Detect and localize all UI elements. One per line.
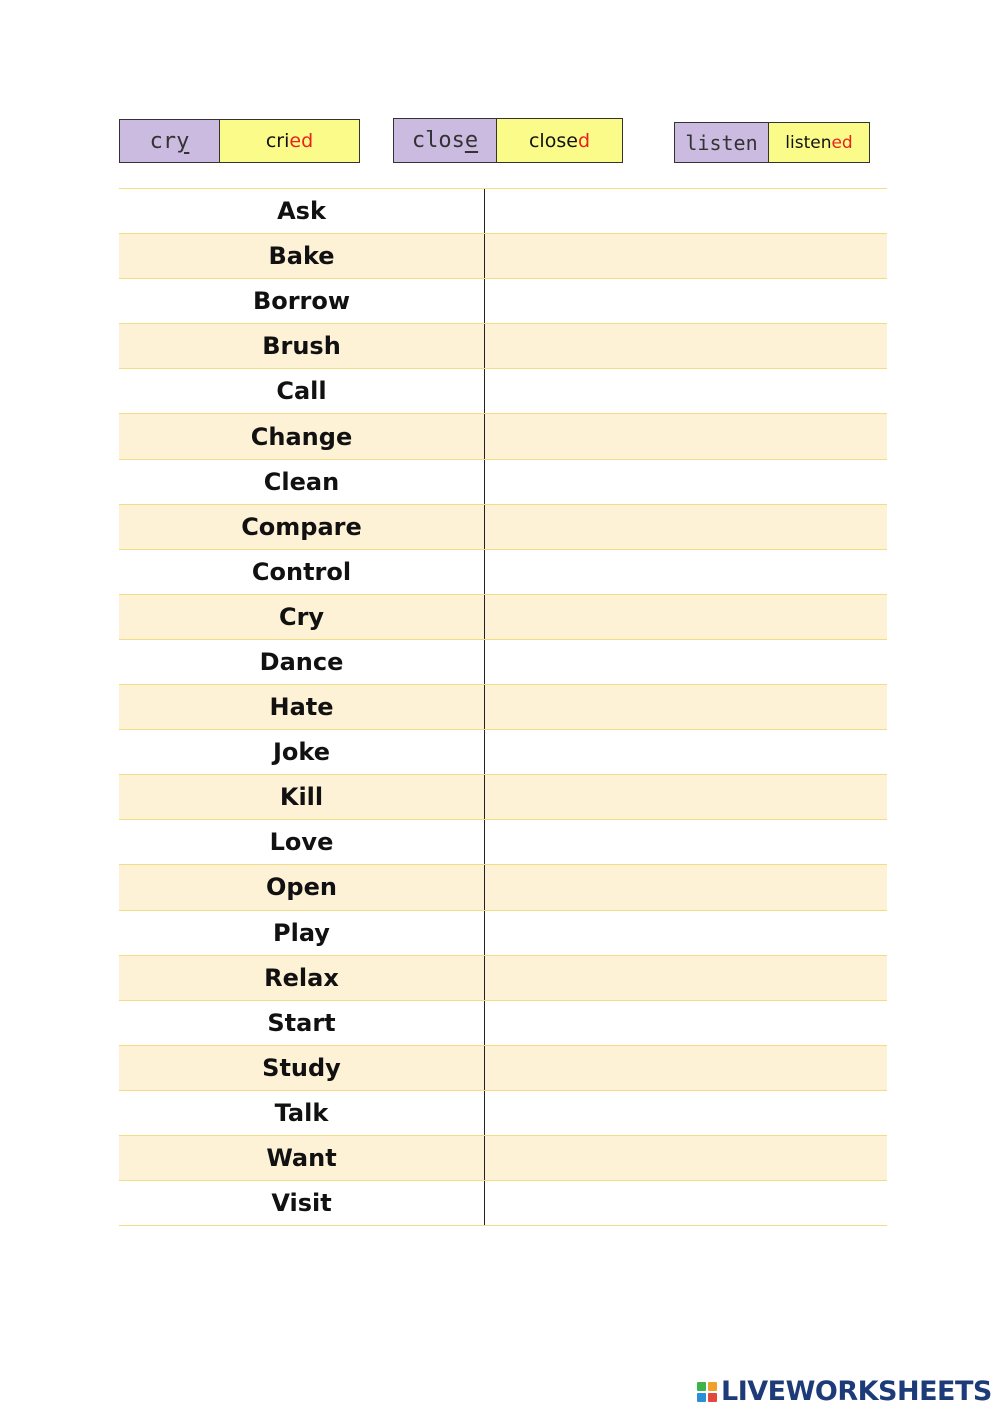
verb-cell: Love — [119, 820, 485, 864]
example-card-cry — [119, 119, 360, 163]
answer-cell[interactable] — [485, 505, 887, 549]
table-row — [119, 640, 887, 685]
table-row — [119, 1046, 887, 1091]
answer-cell[interactable] — [485, 956, 887, 1000]
verb-cell: Open — [119, 865, 485, 909]
answer-cell[interactable] — [485, 820, 887, 864]
past-suffix: d — [577, 129, 590, 152]
table-row — [119, 189, 887, 234]
logo-text: LIVEWORKSHEETS — [721, 1376, 992, 1407]
verb-cell: Relax — [119, 956, 485, 1000]
verb-cell: Control — [119, 550, 485, 594]
past-suffix: ed — [289, 130, 314, 152]
example-base-word — [394, 119, 497, 162]
verb-cell: Change — [119, 414, 485, 458]
example-past-word — [220, 120, 359, 162]
verb-cell: Talk — [119, 1091, 485, 1135]
table-row — [119, 369, 887, 414]
table-row — [119, 505, 887, 550]
table-row — [119, 911, 887, 956]
answer-cell[interactable] — [485, 1091, 887, 1135]
table-row — [119, 730, 887, 775]
example-card-listen — [674, 122, 870, 163]
verb-cell: Hate — [119, 685, 485, 729]
table-row — [119, 1001, 887, 1046]
base-changed-letter: y — [176, 128, 190, 154]
verb-cell: Compare — [119, 505, 485, 549]
verb-cell: Study — [119, 1046, 485, 1090]
past-stem: listen — [785, 132, 832, 153]
table-row — [119, 595, 887, 640]
answer-cell[interactable] — [485, 775, 887, 819]
example-base-word — [675, 123, 769, 162]
example-base-word — [120, 120, 220, 162]
verb-cell: Ask — [119, 189, 485, 233]
answer-cell[interactable] — [485, 685, 887, 729]
table-row — [119, 460, 887, 505]
past-suffix: ed — [831, 132, 853, 153]
table-row — [119, 1136, 887, 1181]
table-row — [119, 550, 887, 595]
answer-cell[interactable] — [485, 279, 887, 323]
verb-cell: Kill — [119, 775, 485, 819]
answer-cell[interactable] — [485, 460, 887, 504]
answer-cell[interactable] — [485, 369, 887, 413]
table-row — [119, 414, 887, 459]
verb-cell: Bake — [119, 234, 485, 278]
table-row — [119, 685, 887, 730]
verb-cell: Brush — [119, 324, 485, 368]
table-row — [119, 234, 887, 279]
base-text: cr — [149, 128, 177, 154]
table-row — [119, 279, 887, 324]
verb-cell: Cry — [119, 595, 485, 639]
answer-cell[interactable] — [485, 1181, 887, 1225]
answer-cell[interactable] — [485, 234, 887, 278]
table-row — [119, 775, 887, 820]
base-text: clos — [411, 128, 465, 153]
answer-cell[interactable] — [485, 640, 887, 684]
answer-cell[interactable] — [485, 865, 887, 909]
table-row — [119, 865, 887, 910]
verb-cell: Play — [119, 911, 485, 955]
answer-cell[interactable] — [485, 414, 887, 458]
liveworksheets-logo — [697, 1376, 992, 1407]
past-stem: cri — [265, 130, 290, 152]
verb-cell: Call — [119, 369, 485, 413]
verb-cell: Visit — [119, 1181, 485, 1225]
table-row — [119, 1091, 887, 1136]
past-stem: close — [528, 129, 578, 152]
table-row — [119, 1181, 887, 1226]
answer-cell[interactable] — [485, 324, 887, 368]
verb-cell: Want — [119, 1136, 485, 1180]
liveworksheets-logo-icon — [697, 1382, 717, 1402]
table-row — [119, 956, 887, 1001]
answer-cell[interactable] — [485, 189, 887, 233]
base-text: listen — [685, 130, 758, 155]
answer-cell[interactable] — [485, 595, 887, 639]
verb-cell: Start — [119, 1001, 485, 1045]
verb-table — [119, 188, 887, 1226]
example-card-close — [393, 118, 623, 163]
answer-cell[interactable] — [485, 911, 887, 955]
answer-cell[interactable] — [485, 730, 887, 774]
verb-cell: Joke — [119, 730, 485, 774]
verb-cell: Borrow — [119, 279, 485, 323]
answer-cell[interactable] — [485, 1046, 887, 1090]
table-row — [119, 820, 887, 865]
answer-cell[interactable] — [485, 550, 887, 594]
answer-cell[interactable] — [485, 1001, 887, 1045]
table-row — [119, 324, 887, 369]
verb-cell: Dance — [119, 640, 485, 684]
base-changed-letter: e — [464, 128, 479, 153]
answer-cell[interactable] — [485, 1136, 887, 1180]
example-past-word — [769, 123, 869, 162]
example-past-word — [497, 119, 622, 162]
verb-cell: Clean — [119, 460, 485, 504]
